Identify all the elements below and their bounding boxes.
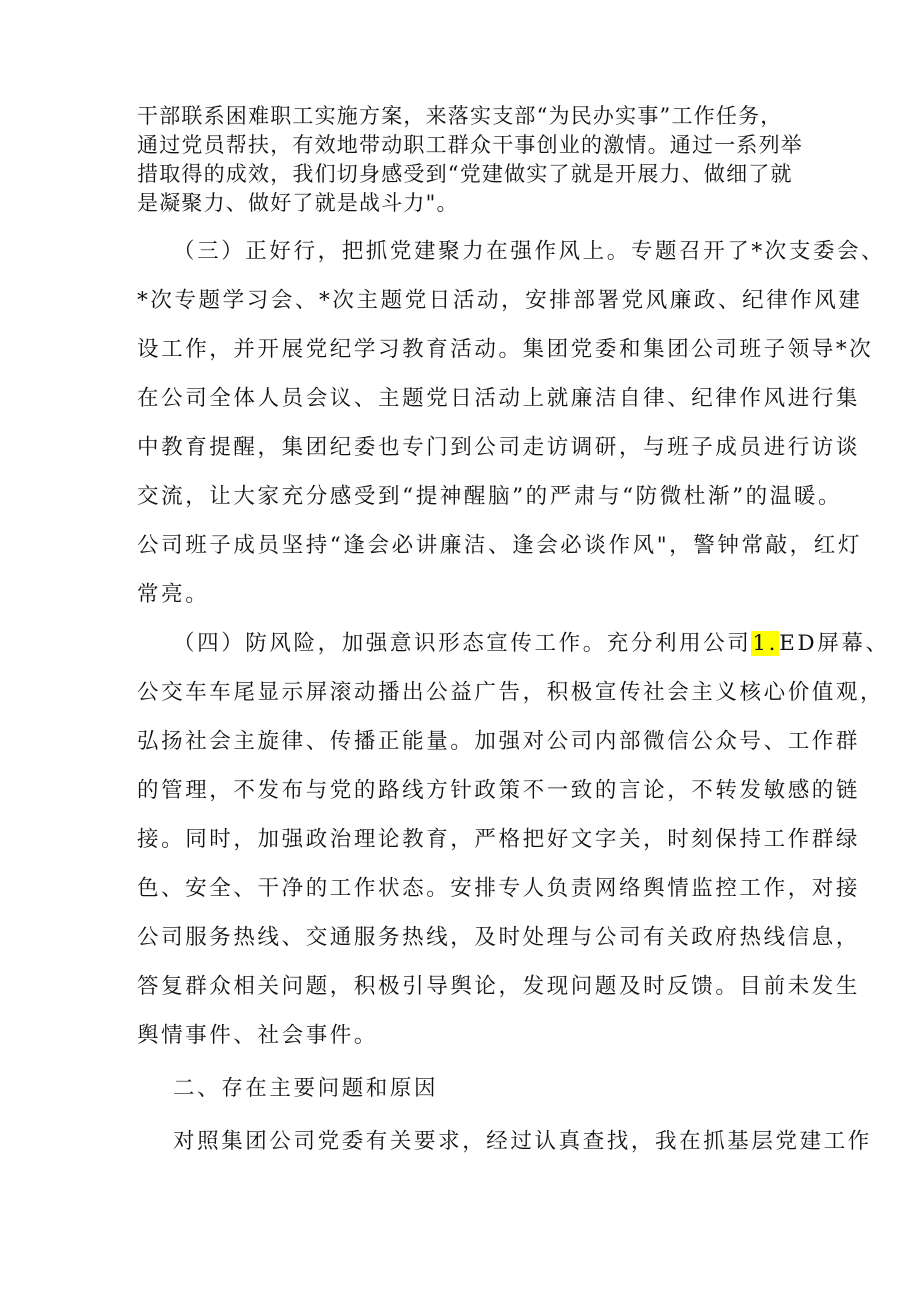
paragraph-line: 答复群众相关问题，积极引导舆论，发现问题及时反馈。目前未发生	[137, 974, 861, 999]
paragraph-line: 公司班子成员坚持“逢会必讲廉洁、逢会必谈作风"，警钟常敲，红灯	[137, 533, 862, 558]
paragraph-line: *次专题学习会、*次主题党日活动，安排部署党风廉政、纪律作风建	[137, 288, 863, 313]
paragraph-line: 色、安全、干净的工作状态。安排专人负责网络舆情监控工作，对接	[137, 876, 861, 901]
paragraph-line: 对照集团公司党委有关要求，经过认真查找，我在抓基层党建工作	[173, 1129, 872, 1154]
paragraph-line: 接。同时，加强政治理论教育，严格把好文字关，时刻保持工作群绿	[137, 827, 861, 852]
highlighted-text: 1.	[752, 631, 779, 656]
paragraph-line: 设工作，并开展党纪学习教育活动。集团党委和集团公司班子领导*次	[137, 337, 874, 362]
paragraph-line: 中教育提醒，集团纪委也专门到公司走访调研，与班子成员进行访谈	[137, 435, 861, 460]
text-segment: ED屏幕、	[779, 631, 890, 656]
paragraph-line: 的管理，不发布与党的路线方针政策不一致的言论，不转发敏感的链	[137, 778, 861, 803]
paragraph-line: 交流，让大家充分感受到“提神醒脑”的严肃与“防微杜渐”的温暖。	[137, 484, 843, 509]
paragraph-line: 公司服务热线、交通服务热线，及时处理与公司有关政府热线信息，	[137, 925, 861, 950]
paragraph-line: 干部联系困难职工实施方案，来落实支部“为民办实事”工作任务，	[137, 104, 783, 128]
paragraph-line: 在公司全体人员会议、主题党日活动上就廉洁自律、纪律作风进行集	[137, 386, 861, 411]
paragraph-line: 公交车车尾显示屏滚动播出公益广告，积极宣传社会主义核心价值观，	[137, 680, 885, 705]
paragraph-line: 舆情事件、社会事件。	[137, 1023, 379, 1048]
paragraph-line: 常亮。	[137, 582, 210, 607]
paragraph-line: 弘扬社会主旋律、传播正能量。加强对公司内部微信公众号、工作群	[137, 729, 861, 754]
paragraph-line	[173, 633, 890, 655]
paragraph-line: 通过党员帮扶，有效地带动职工群众干事创业的激情。通过一系列举	[137, 133, 803, 157]
section-heading: 二、存在主要问题和原因	[173, 1076, 439, 1101]
paragraph-line: 措取得的成效，我们切身感受到“党建做实了就是开展力、做细了就	[137, 162, 793, 186]
paragraph-line: 是凝聚力、做好了就是战斗力"。	[137, 191, 459, 215]
text-segment: （四）防风险，加强意识形态宣传工作。充分利用公司	[173, 631, 752, 656]
paragraph-line: （三）正好行，把抓党建聚力在强作风上。专题召开了*次支委会、	[173, 239, 886, 264]
